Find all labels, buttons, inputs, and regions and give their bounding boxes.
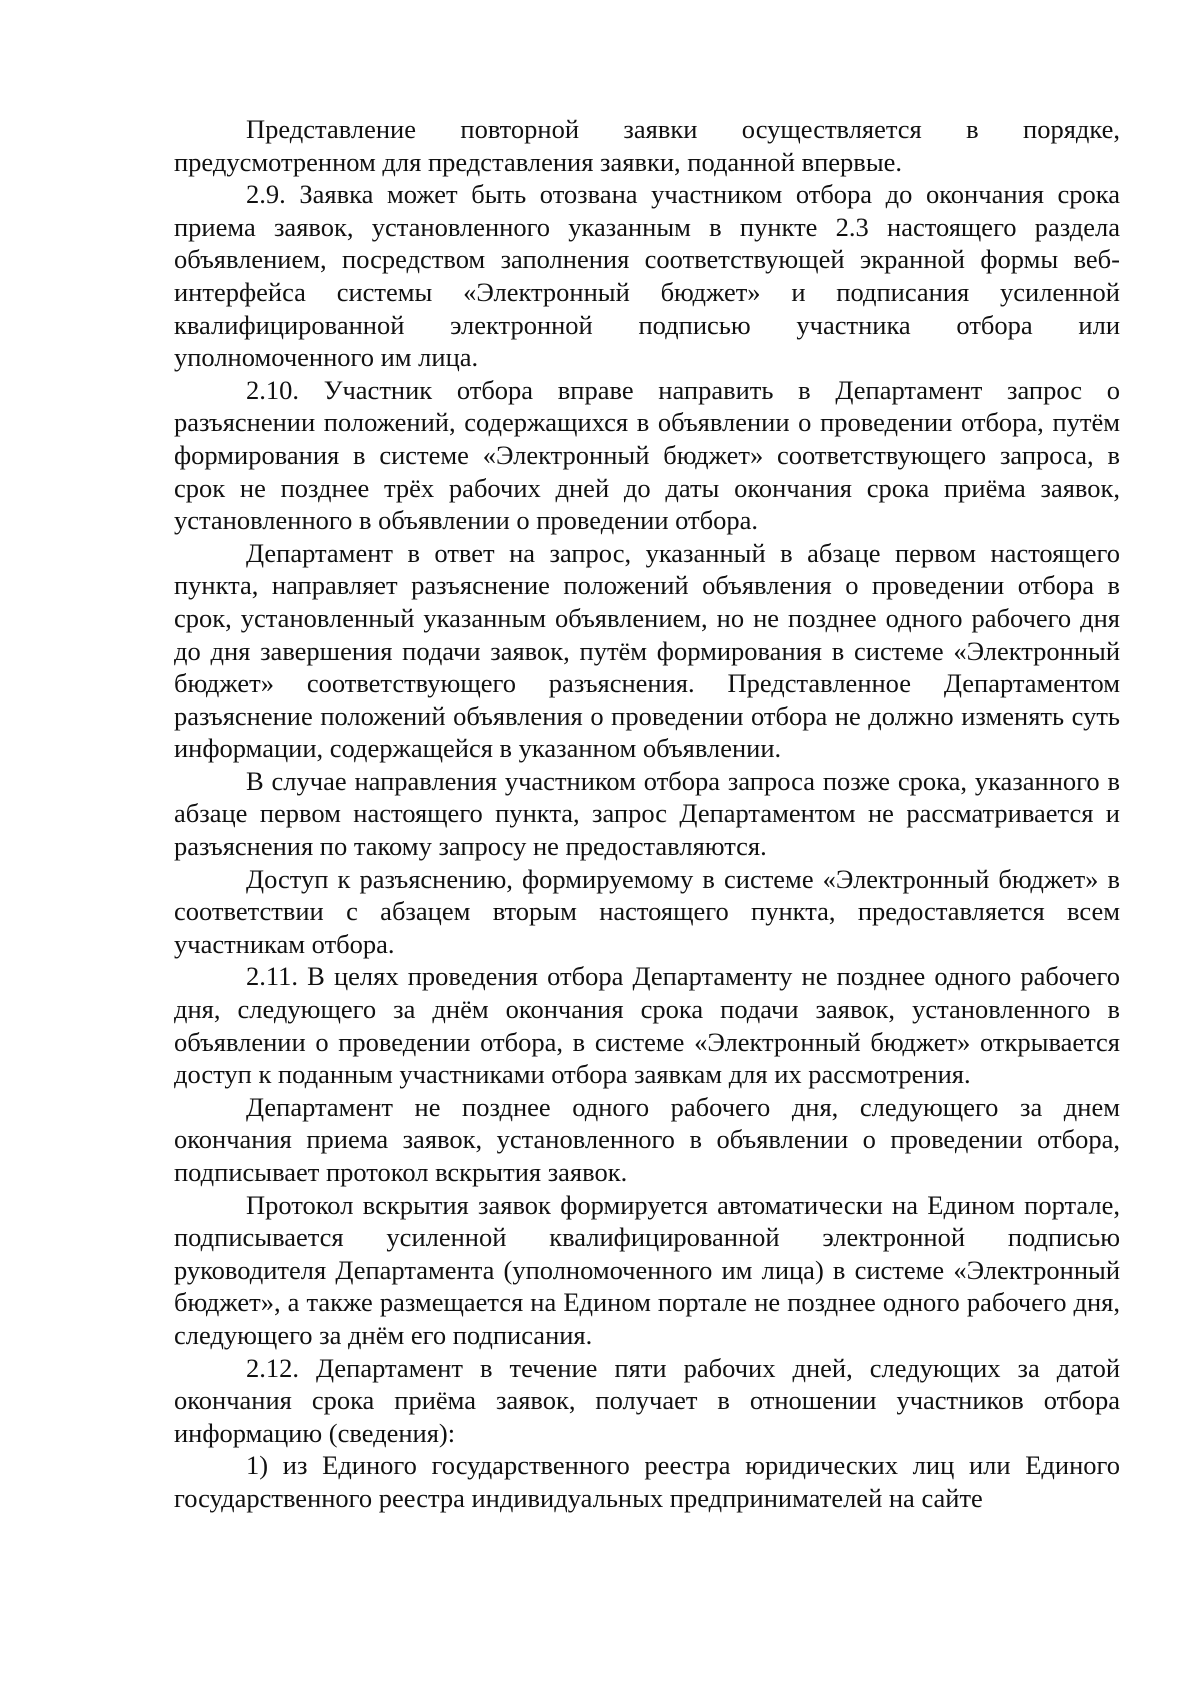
document-page [174, 113, 1120, 1515]
paragraph-2-10-late-request: В случае направления участником отбора запроса позже срока, указанного в абзаце первом настоящего пункта, запрос Департаментом не рассматривается и разъяснения по такому запросу не предоставляются. [174, 765, 1120, 862]
paragraph-2-10-response: Департамент в ответ на запрос, указанный в абзаце первом настоящего пункта, направляет разъяснение положений объявления о проведении отбора в срок, установленный указанным объявлением, но не позднее одного рабочего дня до дня завершения подачи заявок, путём формирования в системе «Электронный бюджет» соответствующего разъяснения. Представленное Департаментом разъяснение положений объявления о проведении отбора не должно изменять суть информации, содержащейся в указанном объявлении. [174, 537, 1120, 764]
paragraph-2-11-protocol-signing: Департамент не позднее одного рабочего дня, следующего за днем окончания приема заявок, установленного в объявлении о проведении отбора, подписывает протокол вскрытия заявок. [174, 1091, 1120, 1187]
paragraph-2-11: 2.11. В целях проведения отбора Департаменту не позднее одного рабочего дня, следующего за днём окончания срока подачи заявок, установленного в объявлении о проведении отбора, в системе «Электронный бюджет» открывается доступ к поданным участниками отбора заявкам для их рассмотрения. [174, 961, 1120, 1090]
paragraph-2-12: 2.12. Департамент в течение пяти рабочих дней, следующих за датой окончания срока приёма заявок, получает в отношении участников отбора информацию (сведения): [174, 1352, 1120, 1448]
paragraph-2-10: 2.10. Участник отбора вправе направить в Департамент запрос о разъяснении положений, содержащихся в объявлении о проведении отбора, путём формирования в системе «Электронный бюджет» соответствующего запроса, в срок не позднее трёх рабочих дней до даты окончания срока приёма заявок, установленного в объявлении о проведении отбора. [174, 374, 1120, 536]
paragraph-resubmission: Представление повторной заявки осуществляется в порядке, предусмотренном для представления заявки, поданной впервые. [174, 114, 1120, 177]
paragraph-2-11-protocol-forming: Протокол вскрытия заявок формируется автоматически на Едином портале, подписывается усиленной квалифицированной электронной подписью руководителя Департамента (уполномоченного им лица) в системе «Электронный бюджет», а также размещается на Едином портале не позднее одного рабочего дня, следующего за днём его подписания. [174, 1189, 1120, 1350]
paragraph-2-10-access: Доступ к разъяснению, формируемому в системе «Электронный бюджет» в соответствии с абзацем вторым настоящего пункта, предоставляется всем участникам отбора. [174, 863, 1120, 959]
paragraph-2-12-item-1: 1) из Единого государственного реестра юридических лиц или Единого государственного реестра индивидуальных предпринимателей на сайте [174, 1450, 1120, 1513]
paragraph-2-9: 2.9. Заявка может быть отозвана участником отбора до окончания срока приема заявок, установленного указанным в пункте 2.3 настоящего раздела объявлением, посредством заполнения соответствующей экранной формы веб-интерфейса системы «Электронный бюджет» и подписания усиленной квалифицированной электронной подписью участника отбора или уполномоченного им лица. [174, 179, 1120, 373]
